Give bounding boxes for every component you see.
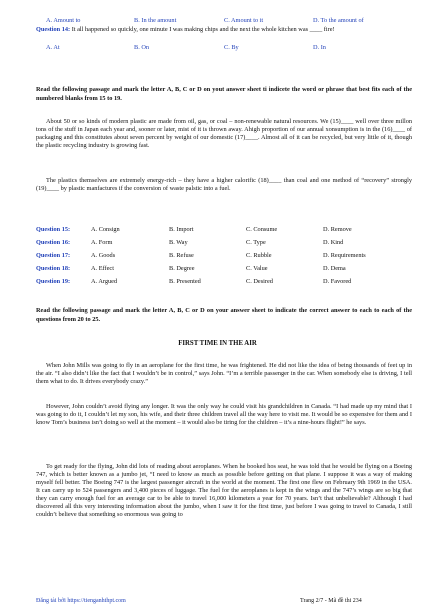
passage-plastic-p1: About 50 or so kinds of modern plastic are made from oil, gas, or coal – non-renewable natural resources. We (15)____ well over three millon tons of the stuff in Japan each year and, sooner or later, mist of it is thrown away. Ahigh proportion of our annual xonsumption is in the (16)____ of packaging and this constitutes about seven percent by weight of our domestic (17)____. Almost all of it can be recycled, but very little of it, though the plastic recycling industry is growing fast. bbox=[36, 118, 412, 150]
q13-option-a[interactable]: A. Amount to bbox=[46, 17, 81, 24]
question-15-option-d[interactable]: D. Remove bbox=[323, 226, 352, 233]
question-19-option-c[interactable]: C. Desired bbox=[246, 278, 273, 285]
instruction-15-19: Read the following passage and mark the letter A, B, C or D on yout answer sheet ti indicete the word or phrase that best fits each of the numbered blanks from 15 to 19. bbox=[36, 86, 412, 102]
q13-options bbox=[36, 16, 412, 25]
footer-page-number: Trang 2/7 - Mã đề thi 234 bbox=[300, 598, 362, 604]
question-16-label: Question 16: bbox=[36, 239, 71, 246]
question-16-row bbox=[36, 237, 412, 248]
q14-option-d[interactable]: D. In bbox=[313, 44, 326, 51]
story-paragraph-1: When John Mills was going to fly in an aeroplane for the first time, he was frightened. He did not like the idea of being thousands of feet up in the air. “I also didn’t like the fact that I wouldn’t be in control,” says John. “I’m a terrible passenger in the car. When somebody else is driving, I tell them what to do. It drives everybody crazy.” bbox=[36, 362, 412, 386]
story-paragraph-2: However, John couldn’t avoid flying any longer. It was the only way he could visit his grandchildren in Canada. “I had made up my mind that I was going to do it, I couldn’t let my son, his wife, and their three children travel all the way here to visit me. It would be so expensive for them and I know Tom’s business isn’t doing so well at the moment – it would also be tiring for the children – it’s a nine-hours flight!” he says. bbox=[36, 403, 412, 427]
question-17-row bbox=[36, 250, 412, 261]
question-18-option-b[interactable]: B. Degree bbox=[169, 265, 195, 272]
q13-option-b[interactable]: B. In the amount bbox=[134, 17, 177, 24]
q14-option-c[interactable]: C. By bbox=[224, 44, 239, 51]
instruction-20-25: Read the following passage and mark the letter A, B, C or D on your answer sheet to indicate the correct answer to each to each of the questions from 20 to 25. bbox=[36, 307, 412, 323]
story-paragraph-3: To get ready for the flying, John did lots of reading about aeroplanes. When he booked hos seat, he was told that he would be flying on a Boeing 747, which is better known as a jumbo jet, “I need to know as much as possible before getting on that plane. I suppose it was a way of making myself fell better. The Boeing 747 is the largest passenger aircraft in the world at the moment. The first one flew on February 9th 1969 in the USA. It can carry up to 524 passengers and 3,400 pieces of luggage. The fuel for the aeroplanes is kept in the wings and the 747’s wings are so big that they can carry enough fuel for an average car to be able to travel 16,000 kilometers a year for 70 years. Isn’t that unbelievable? Although I had discovered all this very interesting information about the jumbo, when I saw it for the first time, just before I was going to travel to Canada, I still couldn’t believe that something so enormous was going to bbox=[36, 463, 412, 519]
question-19-option-a[interactable]: A. Argued bbox=[91, 278, 118, 285]
question-17-option-c[interactable]: C. Rubble bbox=[246, 252, 272, 259]
question-16-option-b[interactable]: B. Way bbox=[169, 239, 188, 246]
question-14-label: Question 14: bbox=[36, 26, 71, 33]
question-17-option-b[interactable]: B. Refuse bbox=[169, 252, 194, 259]
question-18-label: Question 18: bbox=[36, 265, 71, 272]
question-19-option-d[interactable]: D. Favored bbox=[323, 278, 352, 285]
q13-option-c[interactable]: C. Amount to it bbox=[224, 17, 264, 24]
q13-option-d[interactable]: D. To the amount of bbox=[313, 17, 364, 24]
question-19-option-b[interactable]: B. Presented bbox=[169, 278, 201, 285]
question-17-option-d[interactable]: D. Requirements bbox=[323, 252, 366, 259]
question-15-row bbox=[36, 224, 412, 235]
question-15-label: Question 15: bbox=[36, 226, 71, 233]
question-16-option-a[interactable]: A. Form bbox=[91, 239, 113, 246]
question-18-option-c[interactable]: C. Value bbox=[246, 265, 268, 272]
question-19-row bbox=[36, 276, 412, 287]
question-15-option-b[interactable]: B. Import bbox=[169, 226, 194, 233]
question-18-option-a[interactable]: A. Effect bbox=[91, 265, 114, 272]
question-16-option-d[interactable]: D. Kind bbox=[323, 239, 344, 246]
question-19-label: Question 19: bbox=[36, 278, 71, 285]
question-18-row bbox=[36, 263, 412, 274]
question-15-option-c[interactable]: C. Consume bbox=[246, 226, 278, 233]
passage-plastic-p2: The plastics themselves are extremely energy-rich – they have a higher calorific (18)____ than coal and one method of “recovery” strongly (19)____ by plastic manfactures if the conversion of waste palstic into a fuel. bbox=[36, 177, 412, 193]
question-18-option-d[interactable]: D. Dema bbox=[323, 265, 346, 272]
question-15-option-a[interactable]: A. Consign bbox=[91, 226, 120, 233]
question-14 bbox=[36, 26, 412, 34]
q14-options bbox=[36, 43, 412, 52]
footer-source-link[interactable]: Đăng tải bởi https://tienganhthpt.com bbox=[36, 598, 126, 604]
question-17-label: Question 17: bbox=[36, 252, 71, 259]
question-17-option-a[interactable]: A. Goods bbox=[91, 252, 116, 259]
q14-option-b[interactable]: B. On bbox=[134, 44, 150, 51]
q14-option-a[interactable]: A. At bbox=[46, 44, 60, 51]
story-title: FIRST TIME IN THE AIR bbox=[178, 340, 257, 347]
question-14-text: It all happened so quickly, one minute I was making chips and the next the whole kitchen was ____ fire! bbox=[70, 26, 335, 33]
question-16-option-c[interactable]: C. Type bbox=[246, 239, 266, 246]
